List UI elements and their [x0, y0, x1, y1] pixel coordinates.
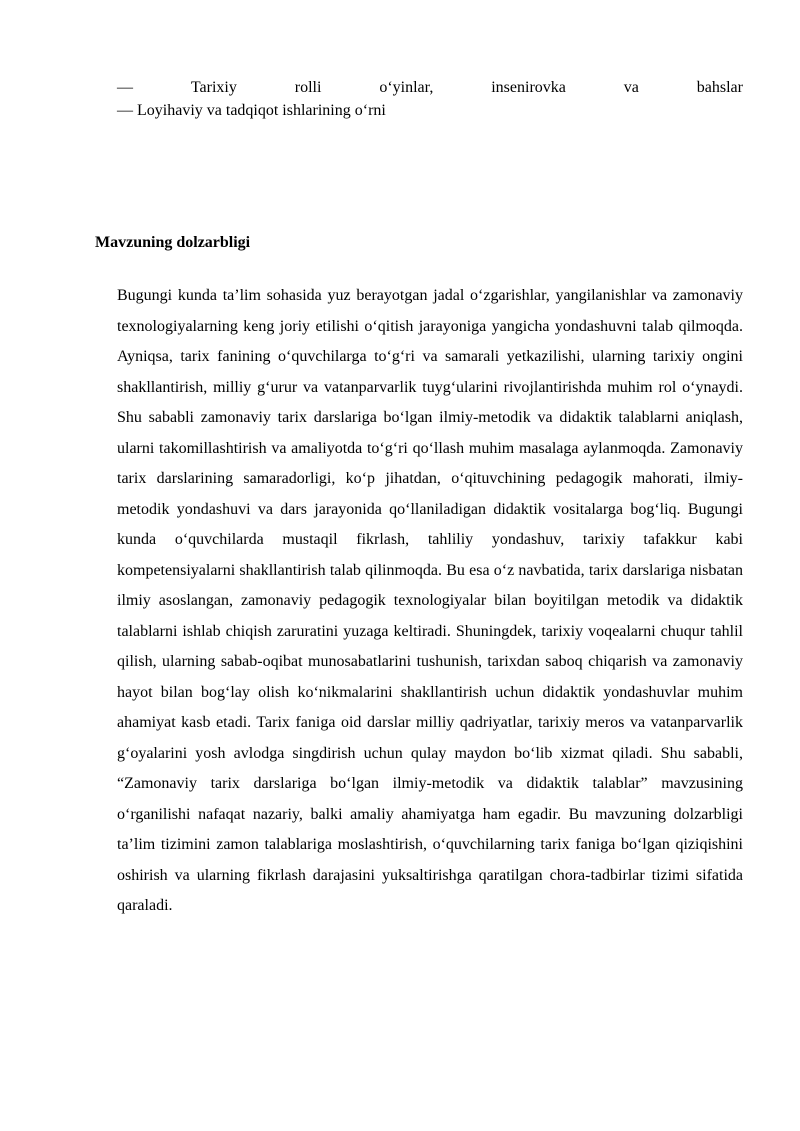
list-item: [117, 76, 743, 99]
list-item: — Loyihaviy va tadqiqot ishlarining o‘rni: [117, 102, 386, 119]
list-word: insenirovka: [491, 79, 566, 96]
bullet-list: [117, 76, 743, 122]
list-word: o‘yinlar,: [379, 79, 434, 96]
list-word: bahslar: [696, 79, 743, 96]
list-word: va: [623, 79, 639, 96]
body-paragraph: Bugungi kunda ta’lim sohasida yuz berayotgan jadal o‘zgarishlar, yangilanishlar va zamonaviy texnologiyalarning keng joriy etilishi o‘qitish jarayoniga yangicha yondashuvni talab qilmoqda. Ayniqsa, tarix fanining o‘quvchilarga to‘g‘ri va samarali yetkazilishi, ularning tarixiy ongini shakllantirish, milliy g‘urur va vatanparvarlik tuyg‘ularini rivojlantirishda muhim rol o‘ynaydi. Shu sababli zamonaviy tarix darslariga bo‘lgan ilmiy-metodik va didaktik talablarni aniqlash, ularni takomillashtirish va amaliyotda to‘g‘ri qo‘llash muhim masalaga aylanmoqda. Zamonaviy tarix darslarining samaradorligi, ko‘p jihatdan, o‘qituvchining pedagogik mahorati, ilmiy-metodik yondashuvi va dars jarayonida qo‘llaniladigan didaktik vositalarga bog‘liq. Bugungi kunda o‘quvchilarda mustaqil fikrlash, tahliliy yondashuv, tarixiy tafakkur kabi kompetensiyalarni shakllantirish talab qilinmoqda. Bu esa o‘z navbatida, tarix darslariga nisbatan ilmiy asoslangan, zamonaviy pedagogik texnologiyalar bilan boyitilgan metodik va didaktik talablarni ishlab chiqish zaruratini yuzaga keltiradi. Shuningdek, tarixiy voqealarni chuqur tahlil qilish, ularning sabab-oqibat munosabatlarini tushunish, tarixdan saboq chiqarish va zamonaviy hayot bilan bog‘lay olish ko‘nikmalarini shakllantirish uchun didaktik yondashuvlar muhim ahamiyat kasb etadi. Tarix faniga oid darslar milliy qadriyatlar, tarixiy meros va vatanparvarlik g‘oyalarini yosh avlodga singdirish uchun qulay maydon bo‘lib xizmat qiladi. Shu sababli, “Zamonaviy tarix darslariga bo‘lgan ilmiy-metodik va didaktik talablar” mavzusining o‘rganilishi nafaqat nazariy, balki amaliy ahamiyatga ham egadir. Bu mavzuning dolzarbligi ta’lim tizimini zamon talablariga moslashtirish, o‘quvchilarning tarix faniga bo‘lgan qiziqishini oshirish va ularning fikrlash darajasini yuksaltirishga qaratilgan chora-tadbirlar tizimi sifatida qaraladi.: [117, 287, 743, 914]
list-word: Tarixiy: [190, 79, 237, 96]
section-heading: Mavzuning dolzarbligi: [95, 234, 251, 251]
list-word: rolli: [294, 79, 322, 96]
list-dash: —: [117, 79, 133, 96]
